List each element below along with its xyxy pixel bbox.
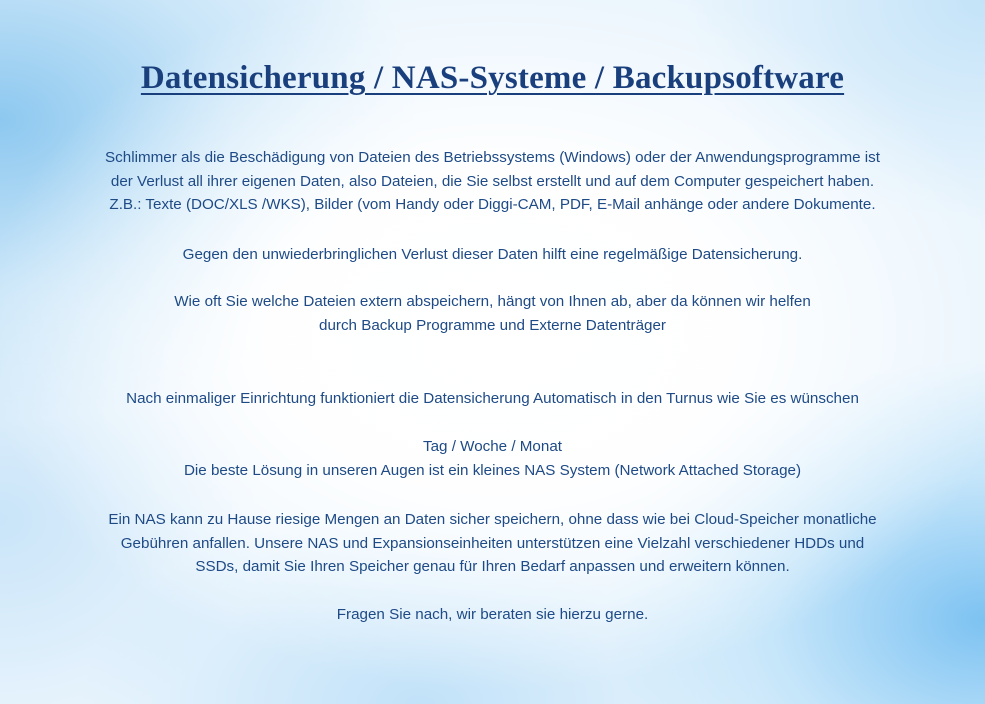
text-line: Ein NAS kann zu Hause riesige Mengen an Daten sicher speichern, ohne dass wie bei Cloud-Speicher monatliche xyxy=(108,511,877,528)
paragraph-backup-help xyxy=(0,243,985,267)
text-line: Fragen Sie nach, wir beraten sie hierzu gerne. xyxy=(336,606,649,623)
text-line: Nach einmaliger Einrichtung funktioniert die Datensicherung Automatisch in den Turnus wie Sie es wünschen xyxy=(126,390,859,407)
text-line: Die beste Lösung in unseren Augen ist ein kleines NAS System (Network Attached Storage) xyxy=(183,461,802,479)
page-title: Datensicherung / NAS-Systeme / Backupsoftware xyxy=(140,60,845,96)
text-line: der Verlust all ihrer eigenen Daten, also Dateien, die Sie selbst erstellt und auf dem Computer gespeichert haben. xyxy=(110,172,875,190)
text-line: Tag / Woche / Monat xyxy=(422,438,562,455)
text-line: Gebühren anfallen. Unsere NAS und Expansionseinheiten unterstützen eine Vielzahl verschiedener HDDs und xyxy=(120,534,865,552)
text-line: Gegen den unwiederbringlichen Verlust dieser Daten hilft eine regelmäßige Datensicherung. xyxy=(182,246,803,263)
text-line: Schlimmer als die Beschädigung von Dateien des Betriebssystems (Windows) oder der Anwendungsprogramme ist xyxy=(105,149,880,166)
paragraph-nas-solution xyxy=(0,435,985,482)
paragraph-data-loss xyxy=(0,146,985,217)
text-line: SSDs, damit Sie Ihren Speicher genau für Ihren Bedarf anpassen und erweitern können. xyxy=(195,558,790,575)
paragraph-automatic-backup xyxy=(0,387,985,411)
paragraph-external-storage xyxy=(0,290,985,337)
text-line: Wie oft Sie welche Dateien extern abspeichern, hängt von Ihnen ab, aber da können wir helfen xyxy=(174,293,811,310)
paragraph-nas-benefits xyxy=(0,508,985,579)
text-line: durch Backup Programme und Externe Datenträger xyxy=(319,316,666,334)
paragraph-contact xyxy=(0,603,985,627)
text-line: Z.B.: Texte (DOC/XLS /WKS), Bilder (vom Handy oder Diggi-CAM, PDF, E-Mail anhänge oder andere Dokumente. xyxy=(109,196,876,213)
